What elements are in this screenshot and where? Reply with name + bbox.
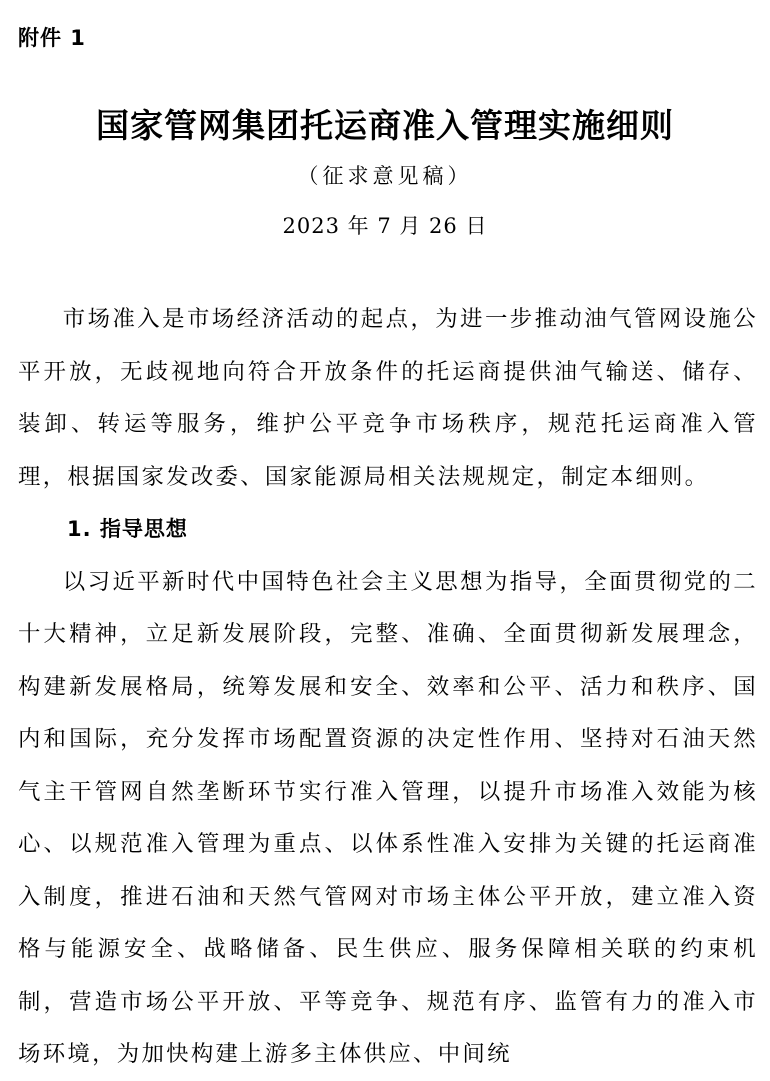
section-heading: 1. 指导思想: [67, 517, 188, 541]
document-title: 国家管网集团托运商准入管理实施细则: [96, 106, 674, 145]
attachment-label: 附件 1: [18, 26, 86, 50]
intro-paragraph: 市场准入是市场经济活动的起点，为进一步推动油气管网设施公平开放，无歧视地向符合开放条件的托运商提供油气输送、储存、装卸、转运等服务，维护公平竞争市场秩序，规范托运商准入管理，根据国家发改委、国家能源局相关法规规定，制定本细则。: [18, 306, 758, 490]
document-date: 2023 年 7 月 26 日: [282, 214, 488, 238]
document-subtitle: （征求意见稿）: [297, 164, 473, 188]
document-body: [18, 293, 758, 1081]
section-paragraph: 以习近平新时代中国特色社会主义思想为指导，全面贯彻党的二十大精神，立足新发展阶段，完整、准确、全面贯彻新发展理念，构建新发展格局，统筹发展和安全、效率和公平、活力和秩序、国内和国际，充分发挥市场配置资源的决定性作用、坚持对石油天然气主干管网自然垄断环节实行准入管理，以提升市场准入效能为核心、以规范准入管理为重点、以体系性准入安排为关键的托运商准入制度，推进石油和天然气管网对市场主体公平开放，建立准入资格与能源安全、战略储备、民生供应、服务保障相关联的约束机制，营造市场公平开放、平等竞争、规范有序、监管有力的准入市场环境，为加快构建上游多主体供应、中间统: [18, 568, 758, 1067]
